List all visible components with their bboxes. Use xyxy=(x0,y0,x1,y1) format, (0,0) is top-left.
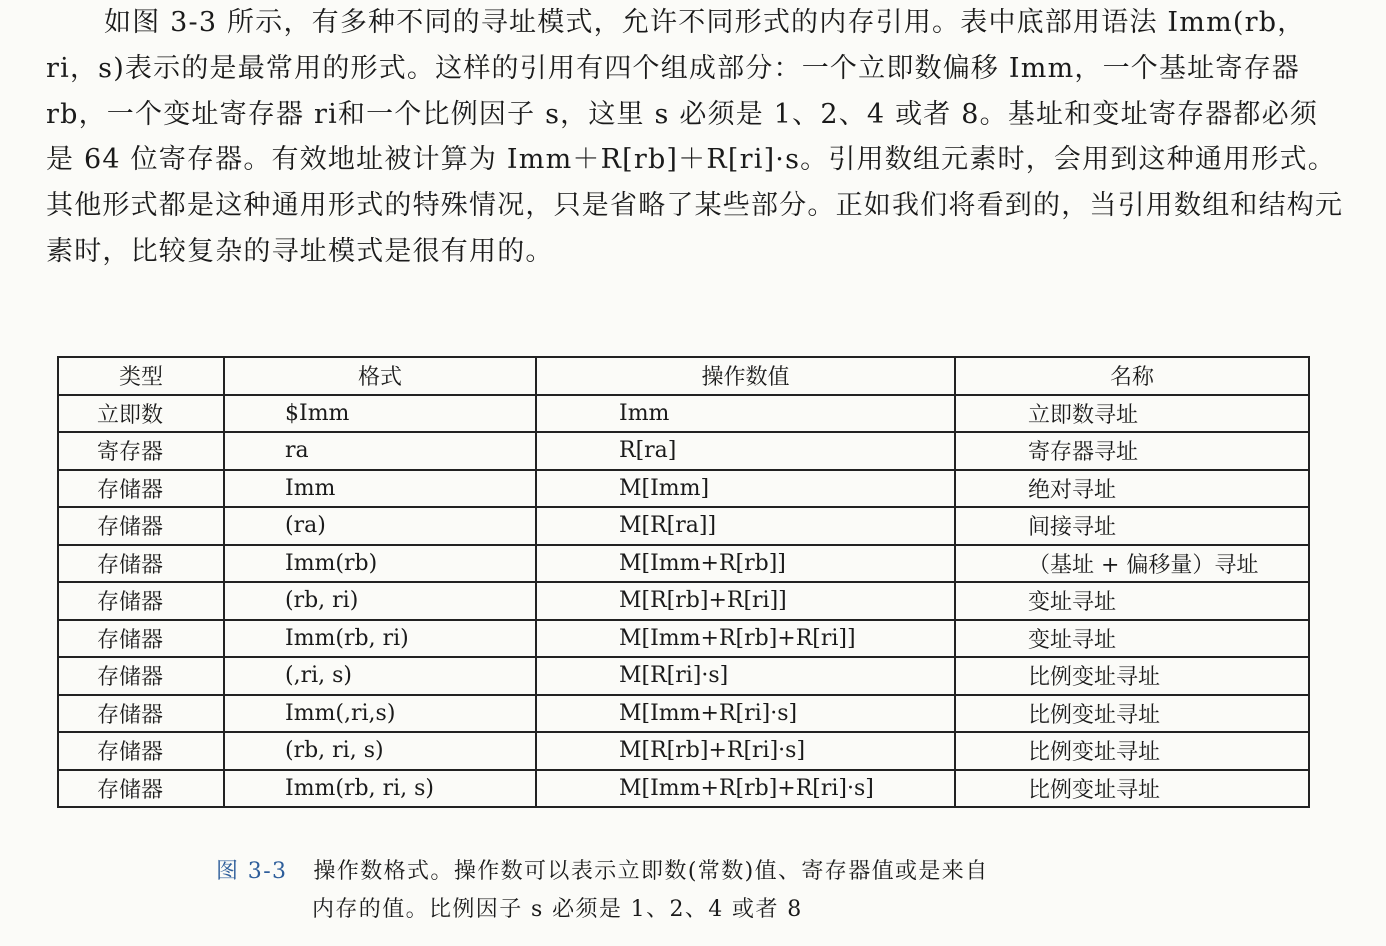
cell-name: 变址寻址 xyxy=(955,620,1309,658)
cell-name: 变址寻址 xyxy=(955,582,1309,620)
cell-type: 存储器 xyxy=(58,732,224,770)
cell-type: 存储器 xyxy=(58,545,224,583)
cell-format: (rb, ri) xyxy=(224,582,536,620)
table-row xyxy=(58,620,1309,658)
cell-format: (rb, ri, s) xyxy=(224,732,536,770)
table-row xyxy=(58,470,1309,508)
cell-format: $Imm xyxy=(224,395,536,433)
cell-operand-value: Imm xyxy=(536,395,955,433)
cell-name: 寄存器寻址 xyxy=(955,432,1309,470)
cell-operand-value: M[R[rb]+R[ri]] xyxy=(536,582,955,620)
cell-operand-value: M[Imm+R[rb]+R[ri]] xyxy=(536,620,955,658)
cell-name: 立即数寻址 xyxy=(955,395,1309,433)
cell-type: 存储器 xyxy=(58,470,224,508)
cell-operand-value: M[Imm+R[ri]·s] xyxy=(536,695,955,733)
header-operand-value: 操作数值 xyxy=(536,357,955,395)
cell-operand-value: M[Imm+R[rb]+R[ri]·s] xyxy=(536,770,955,808)
cell-name: （基址 + 偏移量）寻址 xyxy=(955,545,1309,583)
table-row xyxy=(58,770,1309,808)
addressing-modes-table xyxy=(57,356,1310,808)
cell-operand-value: M[R[rb]+R[ri]·s] xyxy=(536,732,955,770)
table-row xyxy=(58,545,1309,583)
header-name: 名称 xyxy=(955,357,1309,395)
header-format: 格式 xyxy=(224,357,536,395)
cell-name: 比例变址寻址 xyxy=(955,695,1309,733)
cell-name: 绝对寻址 xyxy=(955,470,1309,508)
table-row xyxy=(58,732,1309,770)
cell-name: 比例变址寻址 xyxy=(955,732,1309,770)
cell-format: Imm(rb, ri, s) xyxy=(224,770,536,808)
cell-format: Imm(,ri,s) xyxy=(224,695,536,733)
table-row xyxy=(58,582,1309,620)
figure-label: 图 3-3 xyxy=(216,859,288,884)
cell-format: (ra) xyxy=(224,507,536,545)
caption-line-2: 内存的值。比例因子 s 必须是 1、2、4 或者 8 xyxy=(312,897,803,922)
cell-type: 存储器 xyxy=(58,507,224,545)
cell-type: 存储器 xyxy=(58,620,224,658)
table-row xyxy=(58,395,1309,433)
cell-format: (,ri, s) xyxy=(224,657,536,695)
cell-type: 寄存器 xyxy=(58,432,224,470)
cell-operand-value: R[ra] xyxy=(536,432,955,470)
cell-name: 间接寻址 xyxy=(955,507,1309,545)
cell-operand-value: M[R[ra]] xyxy=(536,507,955,545)
table-row xyxy=(58,695,1309,733)
cell-format: Imm(rb, ri) xyxy=(224,620,536,658)
cell-type: 存储器 xyxy=(58,657,224,695)
table-row xyxy=(58,507,1309,545)
table-row xyxy=(58,657,1309,695)
cell-type: 存储器 xyxy=(58,695,224,733)
cell-format: Imm(rb) xyxy=(224,545,536,583)
cell-type: 存储器 xyxy=(58,770,224,808)
cell-format: Imm xyxy=(224,470,536,508)
cell-operand-value: M[R[ri]·s] xyxy=(536,657,955,695)
cell-name: 比例变址寻址 xyxy=(955,657,1309,695)
cell-name: 比例变址寻址 xyxy=(955,770,1309,808)
table-row xyxy=(58,432,1309,470)
figure-caption xyxy=(216,853,1216,929)
header-type: 类型 xyxy=(58,357,224,395)
cell-type: 存储器 xyxy=(58,582,224,620)
cell-operand-value: M[Imm] xyxy=(536,470,955,508)
cell-operand-value: M[Imm+R[rb]] xyxy=(536,545,955,583)
intro-paragraph: 如图 3-3 所示，有多种不同的寻址模式，允许不同形式的内存引用。表中底部用语法 Imm(rb，ri，s)表示的是最常用的形式。这样的引用有四个组成部分：一个立即数偏移 Imm，一个基址寄存器 rb，一个变址寄存器 ri和一个比例因子 s，这里 s 必须是 1、2、4 或者 8。基址和变址寄存器都必须是 64 位寄存器。有效地址被计算为 Imm＋R[rb]＋R[ri]·s。引用数组元素时，会用到这种通用形式。其他形式都是这种通用形式的特殊情况，只是省略了某些部分。正如我们将看到的，当引用数组和结构元素时，比较复杂的寻址模式是很有用的。 xyxy=(46,7,1344,267)
cell-format: ra xyxy=(224,432,536,470)
caption-line-1: 操作数格式。操作数可以表示立即数(常数)值、寄存器值或是来自 xyxy=(313,859,989,884)
cell-type: 立即数 xyxy=(58,395,224,433)
table-header-row xyxy=(58,357,1309,395)
